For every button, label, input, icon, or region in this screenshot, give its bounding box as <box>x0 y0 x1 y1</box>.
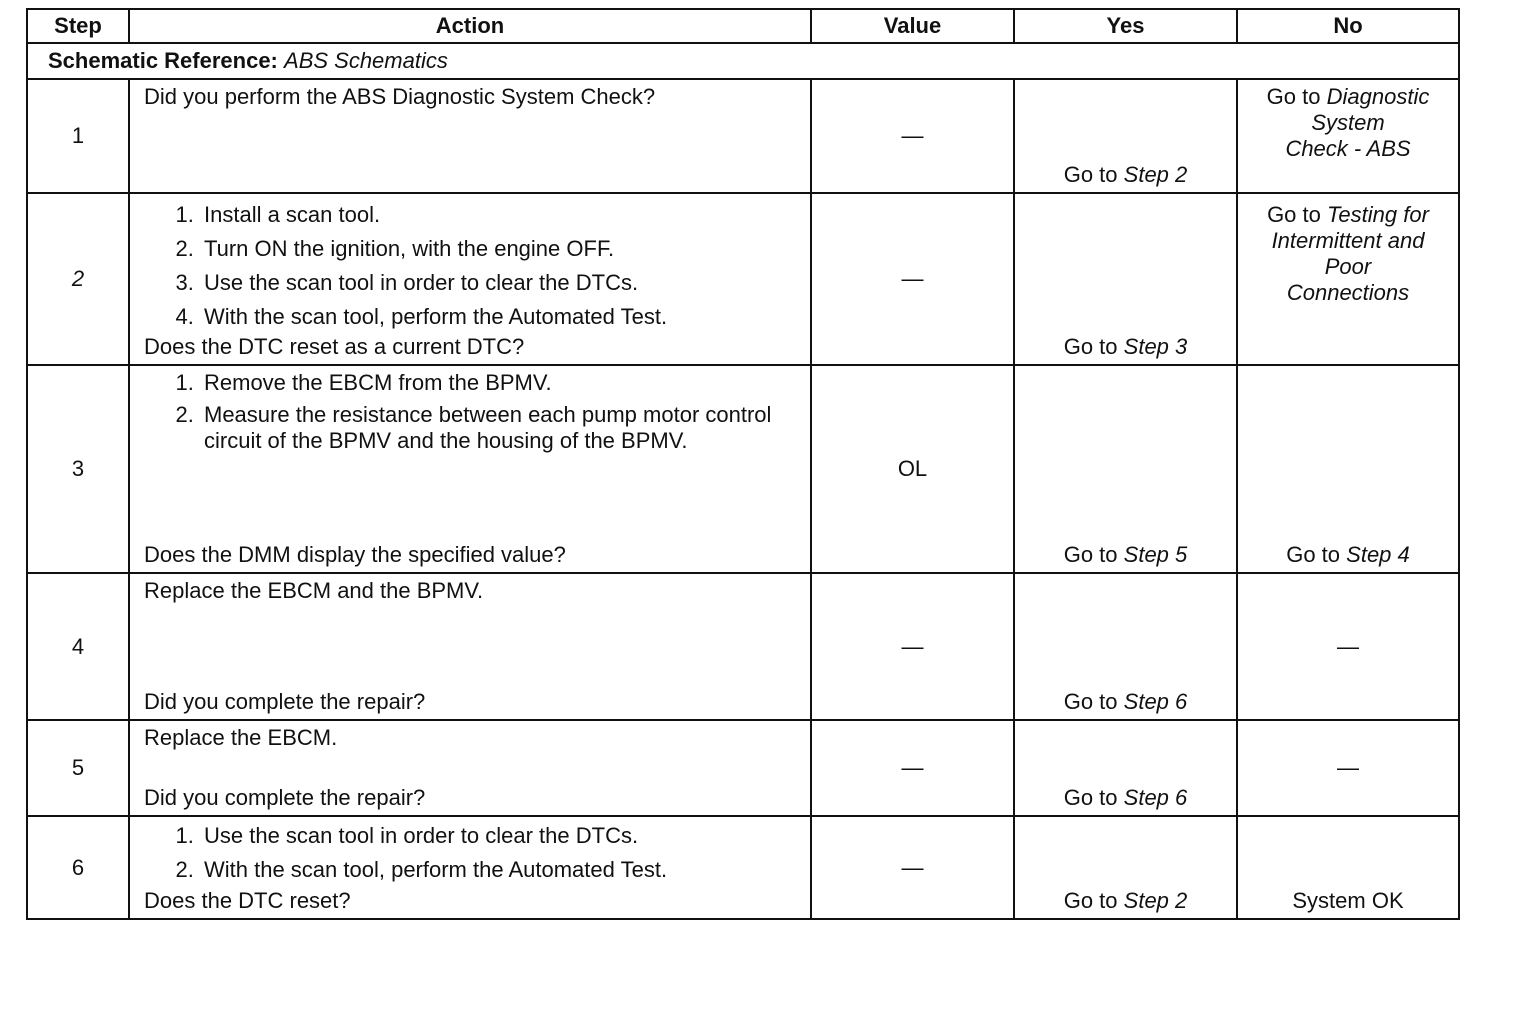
table-row <box>27 365 1459 573</box>
list-item: 2. Measure the resistance between each pump motor control circuit of the BPMV and the housing of the BPMV. <box>200 402 780 454</box>
action-list <box>144 819 800 887</box>
list-item: 1. Use the scan tool in order to clear the DTCs. <box>200 819 800 853</box>
yes-goto[interactable]: Go to Step 5 <box>1063 542 1188 567</box>
table-row <box>27 720 1459 816</box>
table-row <box>27 816 1459 919</box>
table-row <box>27 573 1459 720</box>
question-text: Did you complete the repair? <box>144 785 426 810</box>
no-goto[interactable]: Go to Testing for Intermittent and Poor Connections <box>1267 202 1429 305</box>
schematic-ref-link[interactable]: ABS Schematics <box>284 48 448 73</box>
question-text: Does the DMM display the specified value? <box>144 542 566 567</box>
list-item: 1. Install a scan tool. <box>200 198 800 232</box>
step-number: 4 <box>27 573 129 720</box>
yes-goto[interactable]: Go to Step 2 <box>1063 162 1188 187</box>
question-text: Did you complete the repair? <box>144 689 426 714</box>
value-cell: — <box>811 79 1014 193</box>
table-row <box>27 193 1459 365</box>
header-action: Action <box>129 9 811 43</box>
value-cell: — <box>811 720 1014 816</box>
header-no: No <box>1237 9 1459 43</box>
header-value: Value <box>811 9 1014 43</box>
action-list <box>144 198 800 334</box>
step-number: 6 <box>27 816 129 919</box>
action-text: Replace the EBCM. <box>144 725 338 750</box>
action-list <box>144 370 800 454</box>
yes-goto[interactable]: Go to Step 6 <box>1063 785 1188 810</box>
step-number: 5 <box>27 720 129 816</box>
step-number: 2 <box>27 193 129 365</box>
list-item: 2. With the scan tool, perform the Automated Test. <box>200 853 800 887</box>
list-item: 3. Use the scan tool in order to clear the DTCs. <box>200 266 800 300</box>
action-text: Did you perform the ABS Diagnostic System Check? <box>144 84 656 109</box>
no-value: — <box>1237 720 1459 816</box>
value-cell: — <box>811 193 1014 365</box>
value-cell: OL <box>811 365 1014 573</box>
schematic-row <box>27 43 1459 79</box>
action-text: Replace the EBCM and the BPMV. <box>144 578 484 603</box>
header-row <box>27 9 1459 43</box>
value-cell: — <box>811 573 1014 720</box>
header-yes: Yes <box>1014 9 1237 43</box>
list-item: 2. Turn ON the ignition, with the engine OFF. <box>200 232 800 266</box>
yes-goto[interactable]: Go to Step 6 <box>1063 689 1188 714</box>
yes-goto[interactable]: Go to Step 3 <box>1063 334 1188 359</box>
no-value: System OK <box>1292 888 1404 913</box>
question-text: Does the DTC reset as a current DTC? <box>144 334 525 359</box>
table-row <box>27 79 1459 193</box>
no-goto[interactable]: Go to Diagnostic System Check - ABS <box>1266 84 1430 161</box>
yes-goto[interactable]: Go to Step 2 <box>1063 888 1188 913</box>
diagnostic-table <box>26 8 1460 920</box>
step-number: 1 <box>27 79 129 193</box>
header-step: Step <box>27 9 129 43</box>
step-number: 3 <box>27 365 129 573</box>
question-text: Does the DTC reset? <box>144 888 351 913</box>
no-goto[interactable]: Go to Step 4 <box>1286 542 1410 567</box>
schematic-label: Schematic Reference: <box>48 48 278 73</box>
list-item: 4. With the scan tool, perform the Automated Test. <box>200 300 800 334</box>
list-item: 1. Remove the EBCM from the BPMV. <box>200 370 780 396</box>
value-cell: — <box>811 816 1014 919</box>
no-value: — <box>1237 573 1459 720</box>
